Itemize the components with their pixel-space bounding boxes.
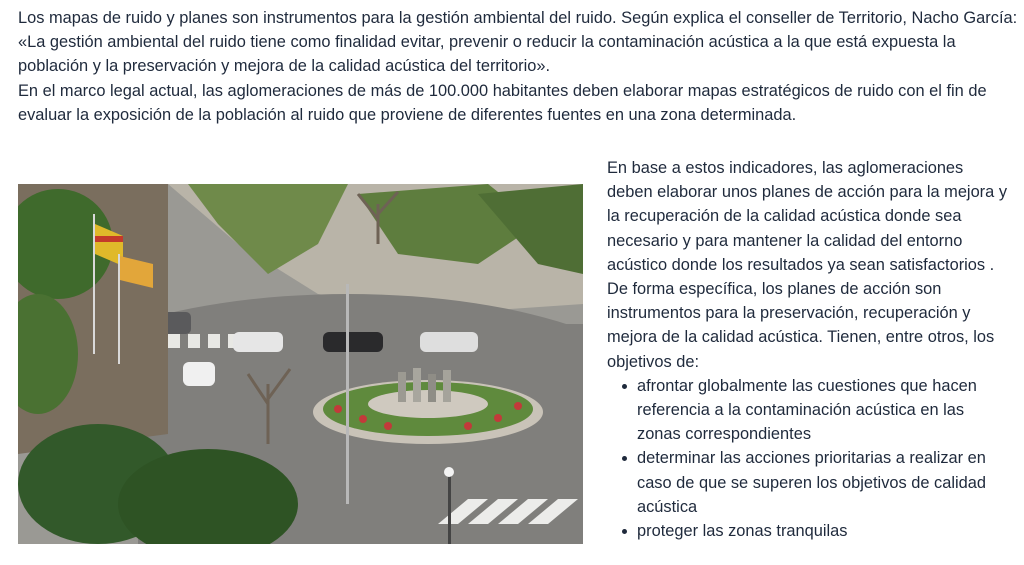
intro-paragraph: Los mapas de ruido y planes son instrumentos para la gestión ambiental del ruido. Según explica el conseller de Territorio, Nacho García: bbox=[18, 9, 1018, 27]
quote-paragraph: «La gestión ambiental del ruido tiene como finalidad evitar, prevenir o reducir la contaminación acústica a la que está expuesta la población y la preservación y mejora de la calidad acústica del territorio». bbox=[18, 33, 956, 76]
action-plans-paragraph: En base a estos indicadores, las aglomeraciones deben elaborar unos planes de acción para la mejora y la recuperación de la calidad acústica donde sea necesario y para mantener la calidad del entorno acústico donde los resultados ya sean satisfactorios . bbox=[607, 159, 1008, 274]
legal-paragraph: En el marco legal actual, las aglomeraciones de más de 100.000 habitantes deben elaborar mapas estratégicos de ruido con el fin de evaluar la exposición de la población al ruido que proviene de diferentes fuentes en una zona determinada. bbox=[18, 81, 987, 124]
bullet-icon bbox=[622, 384, 627, 389]
objectives-list bbox=[607, 374, 1012, 543]
article-side-column bbox=[607, 156, 1012, 543]
roundabout-photo bbox=[18, 184, 583, 544]
list-item bbox=[637, 519, 1012, 543]
list-item bbox=[637, 446, 1012, 519]
article-intro bbox=[18, 6, 1018, 127]
list-item-text: proteger las zonas tranquilas bbox=[637, 522, 848, 541]
bullet-icon bbox=[622, 529, 627, 534]
list-item-text: afrontar globalmente las cuestiones que hacen referencia a la contaminación acústica en las zonas correspondientes bbox=[637, 376, 977, 444]
bullet-icon bbox=[622, 456, 627, 461]
objectives-intro-paragraph: De forma específica, los planes de acción son instrumentos para la preservación, recuperación y mejora de la calidad acústica. Tienen, entre otros, los objetivos de: bbox=[607, 280, 995, 371]
list-item-text: determinar las acciones prioritarias a realizar en caso de que se superen los objetivos de calidad acústica bbox=[637, 449, 986, 516]
list-item bbox=[637, 374, 1012, 447]
roundabout-photo-illustration bbox=[18, 184, 583, 544]
